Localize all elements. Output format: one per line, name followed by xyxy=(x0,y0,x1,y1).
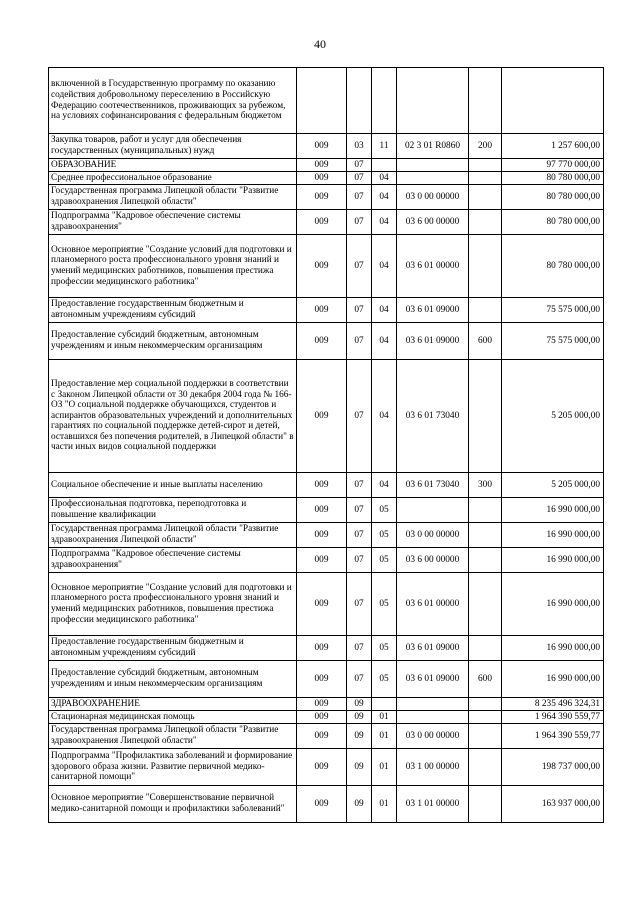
ministry-code-cell: 009 xyxy=(297,548,347,573)
ministry-code-cell: 009 xyxy=(297,134,347,159)
target-article-cell: 03 6 01 09000 xyxy=(397,323,469,360)
amount-cell: 80 780 000,00 xyxy=(502,172,604,185)
expense-kind-cell xyxy=(469,235,502,298)
amount-cell: 16 990 000,00 xyxy=(502,573,604,636)
target-article-cell: 03 6 01 09000 xyxy=(397,636,469,661)
target-article-cell: 03 1 00 00000 xyxy=(397,749,469,786)
row-name-cell: Социальное обеспечение и иные выплаты населению xyxy=(49,473,297,498)
row-name-cell: ОБРАЗОВАНИЕ xyxy=(49,159,297,172)
ministry-code-cell: 009 xyxy=(297,724,347,749)
ministry-code-cell: 009 xyxy=(297,473,347,498)
expense-kind-cell xyxy=(469,573,502,636)
expense-kind-cell xyxy=(469,210,502,235)
target-article-cell: 03 6 01 73040 xyxy=(397,360,469,473)
expense-kind-cell: 600 xyxy=(469,323,502,360)
row-name-cell: Стационарная медицинская помощь xyxy=(49,711,297,724)
row-name-cell: Подпрограмма "Кадровое обеспечение системы здравоохранения" xyxy=(49,210,297,235)
expense-kind-cell xyxy=(469,711,502,724)
subsection-code-cell: 05 xyxy=(372,573,397,636)
amount-cell: 80 780 000,00 xyxy=(502,235,604,298)
expense-kind-cell xyxy=(469,68,502,134)
ministry-code-cell: 009 xyxy=(297,159,347,172)
expense-kind-cell xyxy=(469,724,502,749)
section-code-cell: 07 xyxy=(347,498,372,523)
section-code-cell: 09 xyxy=(347,698,372,711)
subsection-code-cell: 01 xyxy=(372,711,397,724)
ministry-code-cell: 009 xyxy=(297,185,347,210)
subsection-code-cell: 01 xyxy=(372,749,397,786)
target-article-cell: 03 0 00 00000 xyxy=(397,724,469,749)
table-row xyxy=(49,210,604,235)
table-row xyxy=(49,698,604,711)
section-code-cell: 07 xyxy=(347,298,372,323)
expense-kind-cell: 300 xyxy=(469,473,502,498)
expense-kind-cell xyxy=(469,548,502,573)
row-name-cell: включенной в Государственную программу по оказанию содействия добровольному переселению в Российскую Федерацию соотечественников, проживающих за рубежом, на условиях софинансирования с федеральным бюджетом xyxy=(49,68,297,134)
expense-kind-cell xyxy=(469,523,502,548)
amount-cell: 16 990 000,00 xyxy=(502,498,604,523)
subsection-code-cell: 04 xyxy=(372,172,397,185)
ministry-code-cell: 009 xyxy=(297,298,347,323)
row-name-cell: Государственная программа Липецкой области "Развитие здравоохранения Липецкой области" xyxy=(49,724,297,749)
table-row xyxy=(49,134,604,159)
subsection-code-cell xyxy=(372,698,397,711)
table-row xyxy=(49,711,604,724)
subsection-code-cell xyxy=(372,159,397,172)
table-row xyxy=(49,185,604,210)
amount-cell: 5 205 000,00 xyxy=(502,473,604,498)
amount-cell: 97 770 000,00 xyxy=(502,159,604,172)
amount-cell: 1 964 390 559,77 xyxy=(502,711,604,724)
ministry-code-cell: 009 xyxy=(297,235,347,298)
table-row xyxy=(49,786,604,823)
expense-kind-cell xyxy=(469,185,502,210)
target-article-cell xyxy=(397,711,469,724)
amount-cell: 163 937 000,00 xyxy=(502,786,604,823)
amount-cell: 75 575 000,00 xyxy=(502,298,604,323)
subsection-code-cell: 04 xyxy=(372,210,397,235)
subsection-code-cell: 04 xyxy=(372,298,397,323)
section-code-cell: 07 xyxy=(347,159,372,172)
section-code-cell: 07 xyxy=(347,523,372,548)
target-article-cell xyxy=(397,498,469,523)
amount-cell: 8 235 496 324,31 xyxy=(502,698,604,711)
table-row xyxy=(49,235,604,298)
target-article-cell: 03 6 00 00000 xyxy=(397,548,469,573)
section-code-cell: 09 xyxy=(347,749,372,786)
section-code-cell: 07 xyxy=(347,548,372,573)
row-name-cell: Предоставление мер социальной поддержки в соответствии с Законом Липецкой области от 30 декабря 2004 года № 166-ОЗ "О социальной поддержке обучающихся, студентов и аспирантов образовательных учреждений и дополнительных гарантиях по социальной поддержке детей-сирот и детей, оставшихся без попечения родителей, в Липецкой области" в части иных видов социальной поддержки xyxy=(49,360,297,473)
row-name-cell: Государственная программа Липецкой области "Развитие здравоохранения Липецкой области" xyxy=(49,523,297,548)
section-code-cell: 03 xyxy=(347,134,372,159)
expense-kind-cell: 600 xyxy=(469,661,502,698)
ministry-code-cell: 009 xyxy=(297,360,347,473)
expense-kind-cell xyxy=(469,698,502,711)
section-code-cell: 07 xyxy=(347,172,372,185)
table-row xyxy=(49,172,604,185)
target-article-cell: 03 6 01 09000 xyxy=(397,298,469,323)
section-code-cell: 09 xyxy=(347,711,372,724)
section-code-cell: 09 xyxy=(347,786,372,823)
ministry-code-cell: 009 xyxy=(297,786,347,823)
row-name-cell: ЗДРАВООХРАНЕНИЕ xyxy=(49,698,297,711)
subsection-code-cell: 05 xyxy=(372,498,397,523)
table-row xyxy=(49,573,604,636)
ministry-code-cell: 009 xyxy=(297,749,347,786)
table-row xyxy=(49,636,604,661)
ministry-code-cell: 009 xyxy=(297,323,347,360)
ministry-code-cell: 009 xyxy=(297,498,347,523)
section-code-cell: 07 xyxy=(347,360,372,473)
row-name-cell: Основное мероприятие "Совершенствование первичной медико-санитарной помощи и профилактики заболеваний" xyxy=(49,786,297,823)
table-row xyxy=(49,749,604,786)
amount-cell: 1 257 600,00 xyxy=(502,134,604,159)
section-code-cell: 07 xyxy=(347,235,372,298)
expense-kind-cell xyxy=(469,172,502,185)
subsection-code-cell: 05 xyxy=(372,548,397,573)
ministry-code-cell: 009 xyxy=(297,698,347,711)
table-row xyxy=(49,298,604,323)
section-code-cell: 07 xyxy=(347,210,372,235)
target-article-cell: 03 0 00 00000 xyxy=(397,523,469,548)
section-code-cell: 07 xyxy=(347,185,372,210)
row-name-cell: Профессиональная подготовка, переподготовка и повышение квалификации xyxy=(49,498,297,523)
target-article-cell: 03 6 01 73040 xyxy=(397,473,469,498)
amount-cell: 1 964 390 559,77 xyxy=(502,724,604,749)
row-name-cell: Основное мероприятие "Создание условий для подготовки и планомерного роста профессионального уровня знаний и умений медицинских работников, повышения престижа профессии медицинского работника" xyxy=(49,573,297,636)
section-code-cell: 09 xyxy=(347,724,372,749)
budget-table xyxy=(48,67,604,823)
subsection-code-cell: 05 xyxy=(372,523,397,548)
target-article-cell: 03 6 01 00000 xyxy=(397,235,469,298)
page-number: 40 xyxy=(314,37,326,51)
target-article-cell: 03 6 01 09000 xyxy=(397,661,469,698)
target-article-cell: 03 1 01 00000 xyxy=(397,786,469,823)
ministry-code-cell: 009 xyxy=(297,172,347,185)
amount-cell: 16 990 000,00 xyxy=(502,548,604,573)
subsection-code-cell: 04 xyxy=(372,185,397,210)
section-code-cell: 07 xyxy=(347,661,372,698)
table-row xyxy=(49,473,604,498)
row-name-cell: Предоставление субсидий бюджетным, автономным учреждениям и иным некоммерческим организациям xyxy=(49,323,297,360)
subsection-code-cell: 04 xyxy=(372,323,397,360)
row-name-cell: Государственная программа Липецкой области "Развитие здравоохранения Липецкой области" xyxy=(49,185,297,210)
amount-cell: 16 990 000,00 xyxy=(502,661,604,698)
subsection-code-cell: 04 xyxy=(372,235,397,298)
amount-cell: 80 780 000,00 xyxy=(502,185,604,210)
section-code-cell xyxy=(347,68,372,134)
amount-cell: 16 990 000,00 xyxy=(502,523,604,548)
row-name-cell: Закупка товаров, работ и услуг для обеспечения государственных (муниципальных) нужд xyxy=(49,134,297,159)
amount-cell xyxy=(502,68,604,134)
amount-cell: 5 205 000,00 xyxy=(502,360,604,473)
ministry-code-cell: 009 xyxy=(297,711,347,724)
target-article-cell: 02 3 01 R0860 xyxy=(397,134,469,159)
expense-kind-cell xyxy=(469,360,502,473)
subsection-code-cell: 05 xyxy=(372,636,397,661)
subsection-code-cell xyxy=(372,68,397,134)
ministry-code-cell xyxy=(297,68,347,134)
ministry-code-cell: 009 xyxy=(297,523,347,548)
row-name-cell: Предоставление государственным бюджетным и автономным учреждениям субсидий xyxy=(49,298,297,323)
table-row xyxy=(49,68,604,134)
subsection-code-cell: 01 xyxy=(372,786,397,823)
target-article-cell: 03 6 00 00000 xyxy=(397,210,469,235)
row-name-cell: Подпрограмма "Профилактика заболеваний и формирование здорового образа жизни. Развитие первичной медико-санитарной помощи" xyxy=(49,749,297,786)
target-article-cell: 03 6 01 00000 xyxy=(397,573,469,636)
expense-kind-cell xyxy=(469,159,502,172)
amount-cell: 16 990 000,00 xyxy=(502,636,604,661)
table-row xyxy=(49,360,604,473)
expense-kind-cell xyxy=(469,749,502,786)
target-article-cell xyxy=(397,172,469,185)
row-name-cell: Среднее профессиональное образование xyxy=(49,172,297,185)
amount-cell: 80 780 000,00 xyxy=(502,210,604,235)
subsection-code-cell: 05 xyxy=(372,661,397,698)
expense-kind-cell xyxy=(469,498,502,523)
expense-kind-cell xyxy=(469,636,502,661)
subsection-code-cell: 04 xyxy=(372,360,397,473)
table-row xyxy=(49,548,604,573)
row-name-cell: Подпрограмма "Кадровое обеспечение системы здравоохранения" xyxy=(49,548,297,573)
target-article-cell: 03 0 00 00000 xyxy=(397,185,469,210)
table-row xyxy=(49,661,604,698)
ministry-code-cell: 009 xyxy=(297,661,347,698)
section-code-cell: 07 xyxy=(347,473,372,498)
table-row xyxy=(49,523,604,548)
section-code-cell: 07 xyxy=(347,636,372,661)
table-row xyxy=(49,724,604,749)
row-name-cell: Предоставление субсидий бюджетным, автономным учреждениям и иным некоммерческим организациям xyxy=(49,661,297,698)
ministry-code-cell: 009 xyxy=(297,573,347,636)
ministry-code-cell: 009 xyxy=(297,210,347,235)
section-code-cell: 07 xyxy=(347,573,372,636)
amount-cell: 198 737 000,00 xyxy=(502,749,604,786)
row-name-cell: Предоставление государственным бюджетным и автономным учреждениям субсидий xyxy=(49,636,297,661)
subsection-code-cell: 04 xyxy=(372,473,397,498)
table-row xyxy=(49,159,604,172)
section-code-cell: 07 xyxy=(347,323,372,360)
target-article-cell xyxy=(397,698,469,711)
subsection-code-cell: 01 xyxy=(372,724,397,749)
expense-kind-cell xyxy=(469,786,502,823)
target-article-cell xyxy=(397,68,469,134)
table-row xyxy=(49,498,604,523)
table-row xyxy=(49,323,604,360)
expense-kind-cell xyxy=(469,298,502,323)
subsection-code-cell: 11 xyxy=(372,134,397,159)
expense-kind-cell: 200 xyxy=(469,134,502,159)
ministry-code-cell: 009 xyxy=(297,636,347,661)
row-name-cell: Основное мероприятие "Создание условий для подготовки и планомерного роста профессионального уровня знаний и умений медицинских работников, повышения престижа профессии медицинского работника" xyxy=(49,235,297,298)
table-body xyxy=(49,68,604,823)
target-article-cell xyxy=(397,159,469,172)
amount-cell: 75 575 000,00 xyxy=(502,323,604,360)
